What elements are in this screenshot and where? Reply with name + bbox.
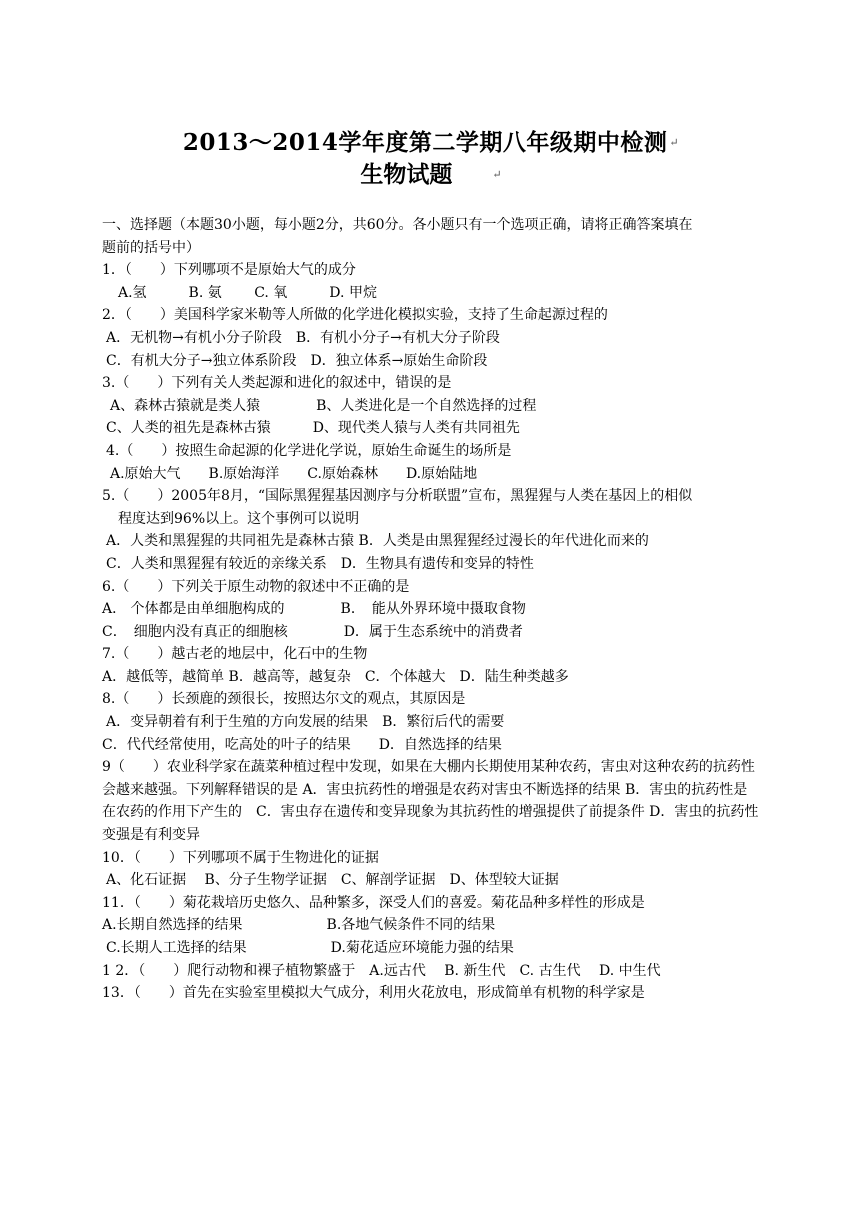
section-heading-cont: 题前的括号中） — [102, 239, 200, 256]
question-line: A．无机物→有机小分子阶段 B．有机小分子→有机大分子阶段 — [106, 329, 500, 346]
question-line: 程度达到96%以上。这个事例可以说明 — [118, 510, 360, 527]
question-line: 7.（ ）越古老的地层中，化石中的生物 — [102, 646, 368, 663]
question-block-2 — [102, 847, 760, 1005]
question-line: A.氢 B. 氨 C. 氧 D. 甲烷 — [118, 284, 377, 301]
paragraph-mark-icon: ↵ — [492, 168, 502, 181]
question-line: 2．（ ）美国科学家米勒等人所做的化学进化模拟实验，支持了生命起源过程的 — [102, 307, 608, 324]
title-text: 2013～2014学年度第二学期八年级期中检测 — [182, 129, 668, 156]
question-line: 10．（ ）下列哪项不属于生物进化的证据 — [102, 849, 379, 866]
question-line: A、化石证据 B、分子生物学证据 C、解剖学证据 D、体型较大证据 — [106, 872, 559, 889]
question-line: 8.（ ）长颈鹿的颈很长，按照达尔文的观点，其原因是 — [102, 691, 466, 708]
question-line: C.长期人工选择的结果 D.菊花适应环境能力强的结果 — [106, 940, 514, 956]
question-line: C． 细胞内没有真正的细胞核 D．属于生态系统中的消费者 — [102, 623, 523, 640]
question-line: 11．（ ）菊花栽培历史悠久、品种繁多，深受人们的喜爱。菊花品种多样性的形成是 — [102, 894, 645, 911]
question-line: C．人类和黑猩猩有较近的亲缘关系 D．生物具有遗传和变异的特性 — [106, 555, 534, 572]
question-line: 5.（ ）2005年8月，“国际黑猩猩基因测序与分析联盟”宣布，黑猩猩与人类在基因上的相似 — [102, 488, 693, 505]
question-line: A、森林古猿就是类人猿 B、人类进化是一个自然选择的过程 — [110, 397, 537, 414]
question-line: A． 个体都是由单细胞构成的 B． 能从外界环境中摄取食物 — [102, 601, 526, 618]
question-line: C．有机大分子→独立体系阶段 D．独立体系→原始生命阶段 — [106, 352, 488, 369]
question-line: 6.（ ）下列关于原生动物的叙述中不正确的是 — [102, 578, 410, 595]
question-line: 4.（ ）按照生命起源的化学进化学说，原始生命诞生的场所是 — [106, 442, 512, 459]
question-line: A．变异朝着有利于生殖的方向发展的结果 B．繁衍后代的需要 — [106, 714, 505, 731]
question-line: 1 2．（ ）爬行动物和裸子植物繁盛于 A.远古代 B. 新生代 C. 古生代 D. 中生代 — [102, 962, 661, 979]
question-line: A.长期自然选择的结果 B.各地气候条件不同的结果 — [102, 917, 496, 934]
question-line: 13．（ ）首先在实验室里模拟大气成分，利用火花放电，形成简单有机物的科学家是 — [102, 985, 645, 1002]
question-line: A．越低等，越简单 B．越高等，越复杂 C．个体越大 D．陆生种类越多 — [102, 668, 569, 685]
page-subtitle — [102, 160, 760, 190]
question-9: 9（ ）农业科学家在蔬菜种植过程中发现，如果在大棚内长期使用某种农药，害虫对这种农药的抗药性会越来越强。下列解释错误的是 A．害虫抗药性的增强是农药对害虫不断选择的结果 B．害虫的抗药性是在农药的作用下产生的 C．害虫存在遗传和变异现象为其抗药性的增强提供了前提条件 D．害虫的抗药性变强是有利变异 — [102, 759, 759, 844]
section-heading: 一、选择题（本题30小题，每小题2分，共60分。各小题只有一个选项正确，请将正确答案填在 — [102, 217, 693, 233]
page-title — [102, 128, 760, 158]
subtitle-text: 生物试题 — [360, 161, 453, 188]
question-line: 1．（ ）下列哪项不是原始大气的成分 — [102, 262, 356, 279]
question-line: A．人类和黑猩猩的共同祖先是森林古猿 B．人类是由黑猩猩经过漫长的年代进化而来的 — [106, 533, 649, 550]
question-line: C．代代经常使用，吃高处的叶子的结果 D．自然选择的结果 — [102, 736, 502, 753]
question-line: A.原始大气 B.原始海洋 C.原始森林 D.原始陆地 — [110, 465, 478, 482]
paragraph-mark-icon: ↵ — [669, 136, 680, 149]
question-line: C、人类的祖先是森林古猿 D、现代类人猿与人类有共同祖先 — [106, 420, 520, 437]
question-line: 3.（ ）下列有关人类起源和进化的叙述中，错误的是 — [102, 375, 452, 392]
question-block-1 — [102, 259, 760, 756]
